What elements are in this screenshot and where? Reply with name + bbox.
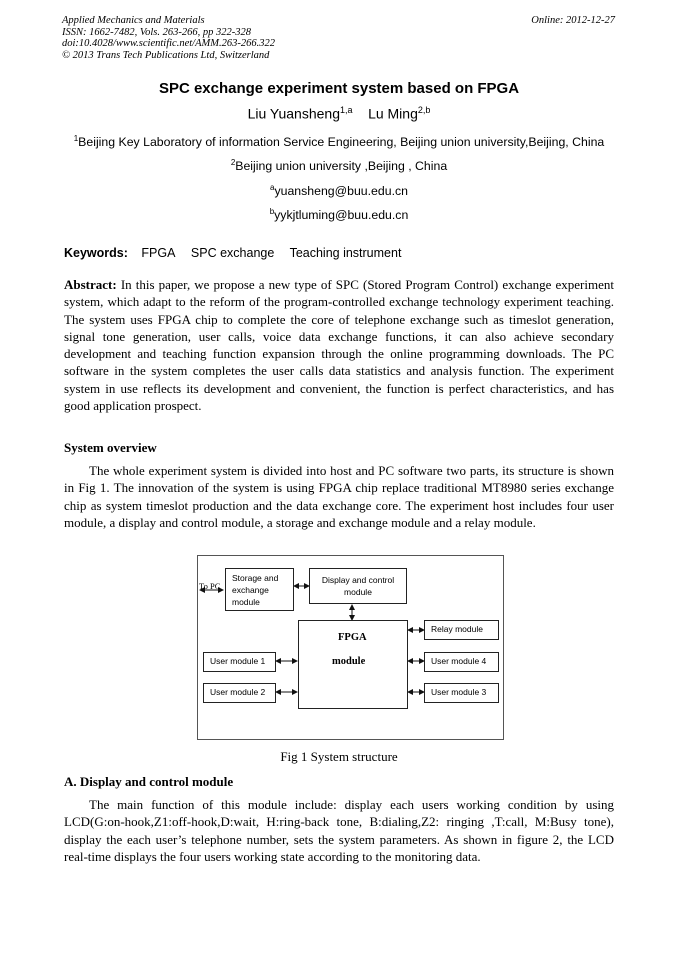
email-b-text: yykjtluming@buu.edu.cn [274,208,409,223]
paper-title: SPC exchange experiment system based on FPGA [158,80,520,97]
email-b-sup: b [269,207,275,216]
author-1-sup: 1,a [339,105,353,115]
overview-paragraph: The whole experiment system is divided into host and PC software two parts, its structure is shown in Fig 1. The innovation of the system is using FPGA chip replace traditional MT8980 series exchange chip as system timeslot production and the data exchange core. The experiment host includes four user module, a display and control module, a storage and exchange module and a relay module. [64,463,614,530]
abstract [64,276,614,414]
fpga-module-box [298,620,408,709]
display-control-paragraph: The main function of this module include: display each users working condition by using LCD(G:on-hook,Z1:off-hook,D:wait, H:ring-back tone, B:dialing,Z2: ringing ,T:call, M:Busy tone), display the each user’s telephone number, sets the system parameters. As shown in figure 2, the LCD real-time displays the four users working state according to the monitoring data. [64,797,614,864]
figure-caption: Fig 1 System structure [280,749,398,764]
keyword-3: Teaching instrument [289,246,402,260]
fpga-module-label: module [332,656,366,667]
author-line [0,105,678,122]
email-a-sup: a [270,183,275,192]
affiliation-2-text: Beijing union university ,Beijing , China [235,159,448,174]
to-pc-label: To PC [199,581,221,591]
section-heading-overview: System overview [64,440,157,455]
journal-header [62,15,615,61]
affiliation-1 [0,134,678,149]
journal-name: Applied Mechanics and Materials [62,15,205,26]
user-module-2-box: User module 2 [203,683,276,703]
keyword-2: SPC exchange [190,246,275,260]
keywords-label: Keywords: [64,246,128,260]
doi-line: doi:10.4028/www.scientific.net/AMM.263-266.322 [62,38,275,49]
affiliation-1-sup: 1 [73,134,79,143]
online-date: Online: 2012-12-27 [531,15,615,26]
copyright-line: © 2013 Trans Tech Publications Ltd, Switzerland [62,49,270,61]
user-module-3-box: User module 3 [424,683,499,703]
storage-exchange-box: Storage and exchange module [225,568,294,611]
affiliation-2 [0,158,678,173]
affiliation-1-text: Beijing Key Laboratory of information Service Engineering, Beijing union university,Beijing, China [78,135,605,150]
user-module-4-box: User module 4 [424,652,499,672]
author-2: Lu Ming [368,105,418,122]
keywords [64,246,413,260]
fpga-label: FPGA [338,632,367,643]
user-module-1-box: User module 1 [203,652,276,672]
email-a [0,183,678,198]
relay-module-box: Relay module [424,620,499,640]
email-a-text: yuansheng@buu.edu.cn [274,184,408,199]
section-heading-display-control: A. Display and control module [64,774,234,789]
display-control-box: Display and control module [309,568,407,604]
author-1: Liu Yuansheng [247,105,340,122]
email-b [0,207,678,222]
keyword-1: FPGA [141,246,176,260]
figure-system-structure [197,555,504,740]
author-2-sup: 2,b [417,105,431,115]
affiliation-2-sup: 2 [230,158,236,167]
abstract-label: Abstract: [64,277,117,292]
issn-line: ISSN: 1662-7482, Vols. 263-266, pp 322-328 [62,26,251,38]
abstract-text: In this paper, we propose a new type of SPC (Stored Program Control) exchange experiment system, which adapt to the reform of the program-controlled exchange technology experiment teaching. The system uses FPGA chip to complete the core of telephone exchange such as timeslot generation, signal tone generation, user calls, voice data exchange functions, it can also achieve secondary development and teaching function expansion through the online programming downloads. The PC software in the system completes the user calls data statistics and analysis function. The experiment system in use reflects its development and convenient, the function is perfect characteristics, and has good application prospect. [64,277,614,414]
